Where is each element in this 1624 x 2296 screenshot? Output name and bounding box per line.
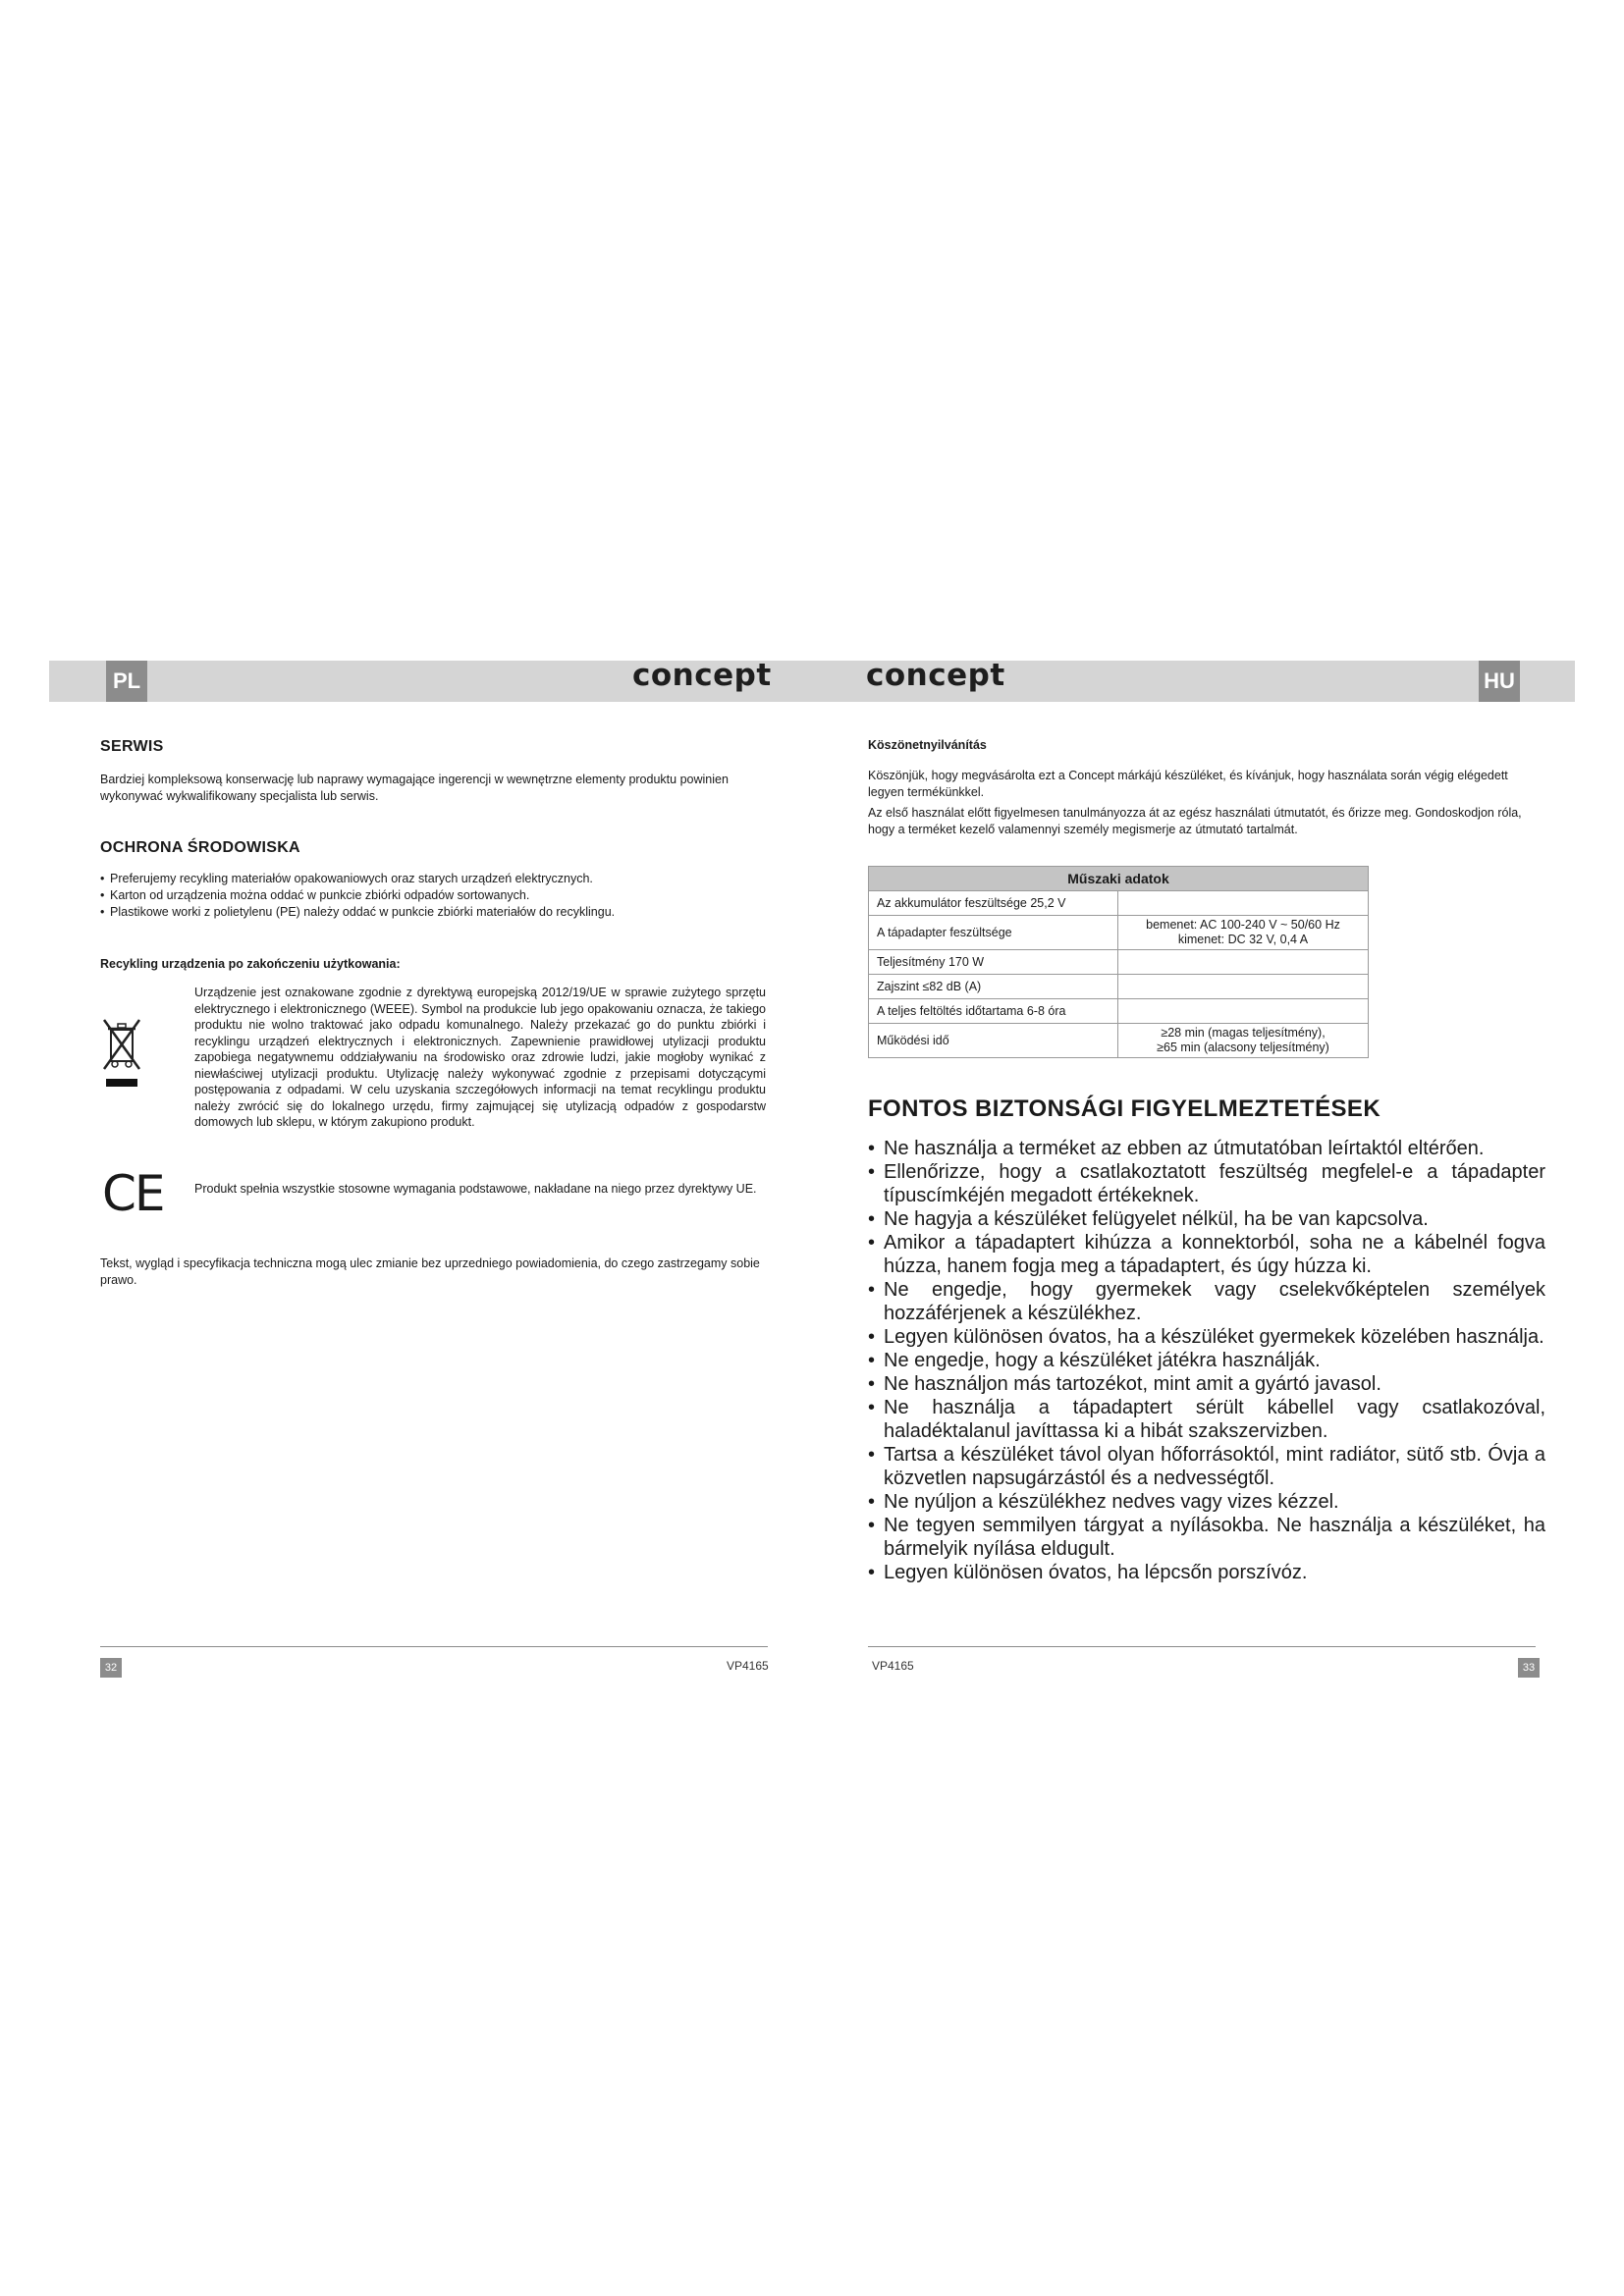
table-row (869, 950, 1369, 975)
model-number-left: VP4165 (727, 1659, 769, 1673)
serwis-text: Bardziej kompleksową konserwację lub naprawy wymagające ingerencji w wewnętrzne elementy produktu powinien wykonywać wykwalifikowany specjalista lub serwis. (100, 773, 729, 803)
list-item: • Preferujemy recykling materiałów opakowaniowych oraz starych urządzeń elektrycznych. (100, 871, 768, 887)
table-row (869, 1024, 1369, 1058)
brand-logo-left: concept (632, 658, 772, 693)
brand-logo-right: concept (866, 658, 1005, 693)
list-item: • Legyen különösen óvatos, ha a készüléket gyermekek közelében használja. (868, 1325, 1545, 1349)
ce-mark-icon: CE (102, 1165, 164, 1222)
model-number-right: VP4165 (872, 1659, 914, 1673)
table-row (869, 891, 1369, 916)
left-page (100, 738, 768, 1289)
page-number-right: 33 (1518, 1658, 1540, 1678)
list-item: • Ne hagyja a készüléket felügyelet nélkül, ha be van kapcsolva. (868, 1207, 1545, 1231)
spec-table (868, 866, 1369, 1058)
language-tab-hu: HU (1479, 661, 1520, 702)
table-row (869, 999, 1369, 1024)
list-item: • Tartsa a készüléket távol olyan hőforrásoktól, mint radiátor, sütő stb. Óvja a közvetlen napsugárzástól és a nedvességtől. (868, 1443, 1545, 1490)
serwis-title: SERWIS (100, 738, 164, 755)
list-item: • Ne nyúljon a készülékhez nedves vagy vizes kézzel. (868, 1490, 1545, 1514)
list-item: • Ne használjon más tartozékot, mint amit a gyártó javasol. (868, 1372, 1545, 1396)
recykling-text: Urządzenie jest oznakowane zgodnie z dyrektywą europejską 2012/19/UE w sprawie zużytego sprzętu elektrycznego i elektronicznego (WEEE). Symbol na produkcie lub jego opakowaniu oznacza, że takiego produktu nie wolno traktować jako odpadu komunalnego. Należy przekazać go do punktu zbiórki i recyklingu urządzeń elektrycznych i elektronicznych. Zapewnienie prawidłowej utylizacji produktu zapobiega negatywnemu oddziaływaniu na środowisko oraz zdrowie ludzi, jakie mogłoby wynikać z niewłaściwej utylizacji produktu. Utylizację należy wykonywać zgodnie z przepisami dotyczącymi postępowania z odpadami. W celu uzyskania szczegółowych informacji na temat recyklingu produktu należy zwrócić się do lokalnego urzędu, firmy zajmującej się utylizacją odpadów z gospodarstw domowych lub sklepu, w którym zakupiono produkt. (194, 986, 766, 1129)
page-number-left: 32 (100, 1658, 122, 1678)
spec-value: ≥28 min (magas teljesítmény), ≥65 min (alacsony teljesítmény) (1118, 1024, 1369, 1058)
warnings-list (868, 1137, 1545, 1584)
spec-label: Zajszint ≤82 dB (A) (869, 975, 1118, 999)
list-item: • Amikor a tápadaptert kihúzza a konnektorból, soha ne a kábelnél fogva húzza, hanem fogja meg a tápadaptert, és úgy húzza ki. (868, 1231, 1545, 1278)
thanks-title: Köszönetnyilvánítás (868, 738, 987, 752)
spec-value (1118, 999, 1369, 1024)
footer-divider-right (868, 1646, 1536, 1647)
spec-value: bemenet: AC 100-240 V ~ 50/60 Hz kimenet: DC 32 V, 0,4 A (1118, 916, 1369, 950)
list-item: • Plastikowe worki z polietylenu (PE) należy oddać w punkcie zbiórki materiałów do recyklingu. (100, 904, 768, 921)
recykling-block (100, 985, 768, 1134)
disclaimer-text: Tekst, wygląd i specyfikacja techniczna mogą ulec zmianie bez uprzedniego powiadomienia, do czego zastrzegamy sobie prawo. (100, 1256, 760, 1287)
list-item: • Ne engedje, hogy gyermekek vagy cselekvőképtelen személyek hozzáférjenek a készülékhez. (868, 1278, 1545, 1325)
spec-value (1118, 891, 1369, 916)
spec-table-title: Műszaki adatok (869, 867, 1369, 891)
list-item: • Ne tegyen semmilyen tárgyat a nyílásokba. Ne használja a készüléket, ha bármelyik nyílása eldugult. (868, 1514, 1545, 1561)
recykling-title: Recykling urządzenia po zakończeniu użytkowania: (100, 957, 401, 971)
footer-divider-left (100, 1646, 768, 1647)
list-item: • Ne használja a terméket az ebben az útmutatóban leírtaktól eltérően. (868, 1137, 1545, 1160)
spec-label: A teljes feltöltés időtartama 6-8 óra (869, 999, 1118, 1024)
thanks-paragraph-2: Az első használat előtt figyelmesen tanulmányozza át az egész használati útmutatót, és őrizze meg. Gondoskodjon róla, hogy a terméket kezelő valamennyi személy megismerje az útmutató tartalmát. (868, 806, 1522, 836)
list-item: • Ellenőrizze, hogy a csatlakoztatott feszültség megfelel-e a tápadapter típuscímkéjén megadott értékeknek. (868, 1160, 1545, 1207)
table-row (869, 916, 1369, 950)
ce-text: Produkt spełnia wszystkie stosowne wymagania podstawowe, nakładane na niego przez dyrektywy UE. (194, 1182, 757, 1196)
ochrona-title: OCHRONA ŚRODOWISKA (100, 839, 300, 856)
ce-block (100, 1165, 768, 1222)
right-page (868, 738, 1545, 1584)
list-item: • Ne használja a tápadaptert sérült kábellel vagy csatlakozóval, haladéktalanul javíttassa ki a hibát szakszervizben. (868, 1396, 1545, 1443)
header-band (49, 661, 1575, 702)
ochrona-list (100, 871, 768, 921)
language-tab-pl: PL (106, 661, 147, 702)
list-item: • Legyen különösen óvatos, ha lépcsőn porszívóz. (868, 1561, 1545, 1584)
weee-crossed-bin-icon (100, 1016, 143, 1095)
spec-label: A tápadapter feszültsége (869, 916, 1118, 950)
spec-label: Az akkumulátor feszültsége 25,2 V (869, 891, 1118, 916)
warnings-title: FONTOS BIZTONSÁGI FIGYELMEZTETÉSEK (868, 1095, 1381, 1122)
thanks-paragraph-1: Köszönjük, hogy megvásárolta ezt a Concept márkájú készüléket, és kívánjuk, hogy használata során végig elégedett legyen termékünkkel. (868, 769, 1508, 799)
spec-value (1118, 975, 1369, 999)
spec-label: Teljesítmény 170 W (869, 950, 1118, 975)
table-row (869, 975, 1369, 999)
spec-value (1118, 950, 1369, 975)
list-item: • Karton od urządzenia można oddać w punkcie zbiórki odpadów sortowanych. (100, 887, 768, 904)
list-item: • Ne engedje, hogy a készüléket játékra használják. (868, 1349, 1545, 1372)
spec-label: Működési idő (869, 1024, 1118, 1058)
